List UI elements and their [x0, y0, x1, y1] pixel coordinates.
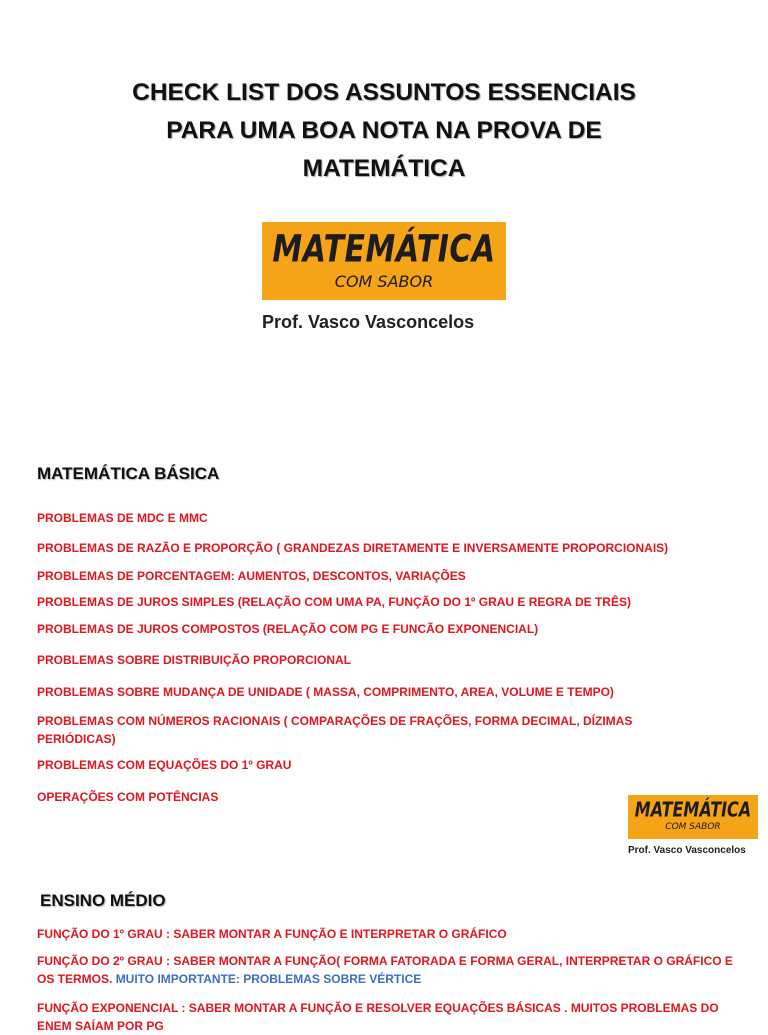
- list-item: PROBLEMAS SOBRE MUDANÇA DE UNIDADE ( MASSA, COMPRIMENTO, AREA, VOLUME E TEMPO): [37, 685, 614, 699]
- logo-banner-small: [628, 795, 758, 839]
- logo-caption-large: Prof. Vasco Vasconcelos: [262, 312, 475, 332]
- list-item: PROBLEMAS DE MDC E MMC: [37, 511, 208, 525]
- title-line-1: CHECK LIST DOS ASSUNTOS ESSENCIAIS: [132, 79, 636, 106]
- section-heading-medio: ENSINO MÉDIO: [40, 891, 166, 910]
- list-item: PROBLEMAS DE PORCENTAGEM: AUMENTOS, DESCONTOS, VARIAÇÕES: [37, 569, 466, 583]
- logo-sub-text-small: COM SABOR: [665, 822, 721, 832]
- section-heading-basica: MATEMÁTICA BÁSICA: [37, 464, 220, 483]
- list-item: PROBLEMAS COM NÚMEROS RACIONAIS ( COMPARAÇÕES DE FRAÇÕES, FORMA DECIMAL, DÍZIMAS PERIÓDICAS): [37, 714, 633, 746]
- list-item-text: FUNÇÃO DO 2º GRAU : SABER MONTAR A FUNÇÃO( FORMA FATORADA E FORMA GERAL, INTERPRETAR O GRÁFICO E OS TERMOS.: [37, 954, 733, 986]
- list-item: PROBLEMAS COM EQUAÇÕES DO 1º GRAU: [37, 758, 292, 772]
- logo-banner-large: [262, 222, 506, 300]
- list-item: PROBLEMAS SOBRE DISTRIBUIÇÃO PROPORCIONAL: [37, 653, 352, 667]
- list-item: FUNÇÃO DO 1º GRAU : SABER MONTAR A FUNÇÃO E INTERPRETAR O GRÁFICO: [37, 927, 507, 941]
- list-item: OPERAÇÕES COM POTÊNCIAS: [37, 790, 219, 804]
- list-item: PROBLEMAS DE JUROS COMPOSTOS (RELAÇÃO COM PG E FUNCÃO EXPONENCIAL): [37, 622, 539, 636]
- logo-caption-small: Prof. Vasco Vasconcelos: [628, 845, 746, 856]
- list-item: FUNÇÃO EXPONENCIAL : SABER MONTAR A FUNÇÃO E RESOLVER EQUAÇÕES BÁSICAS . MUITOS PROBLEMAS DO ENEM SAÍAM POR PG: [37, 1001, 719, 1033]
- page-title: [84, 74, 684, 188]
- logo-main-text: MATEMÁTICA: [272, 227, 496, 272]
- list-item: PROBLEMAS DE JUROS SIMPLES (RELAÇÃO COM UMA PA, FUNÇÃO DO 1º GRAU E REGRA DE TRÊS): [37, 595, 631, 609]
- list-item: PROBLEMAS DE RAZÃO E PROPORÇÃO ( GRANDEZAS DIRETAMENTE E INVERSAMENTE PROPORCIONAIS): [37, 541, 669, 555]
- logo-sub-text: COM SABOR: [334, 272, 434, 291]
- highlight-text: MUITO IMPORTANTE: PROBLEMAS SOBRE VÉRTICE: [115, 972, 422, 986]
- list-item: [37, 952, 737, 988]
- title-line-2: PARA UMA BOA NOTA NA PROVA DE: [166, 117, 602, 144]
- logo-main-text-small: MATEMÁTICA: [634, 797, 752, 822]
- title-line-3: MATEMÁTICA: [302, 155, 466, 182]
